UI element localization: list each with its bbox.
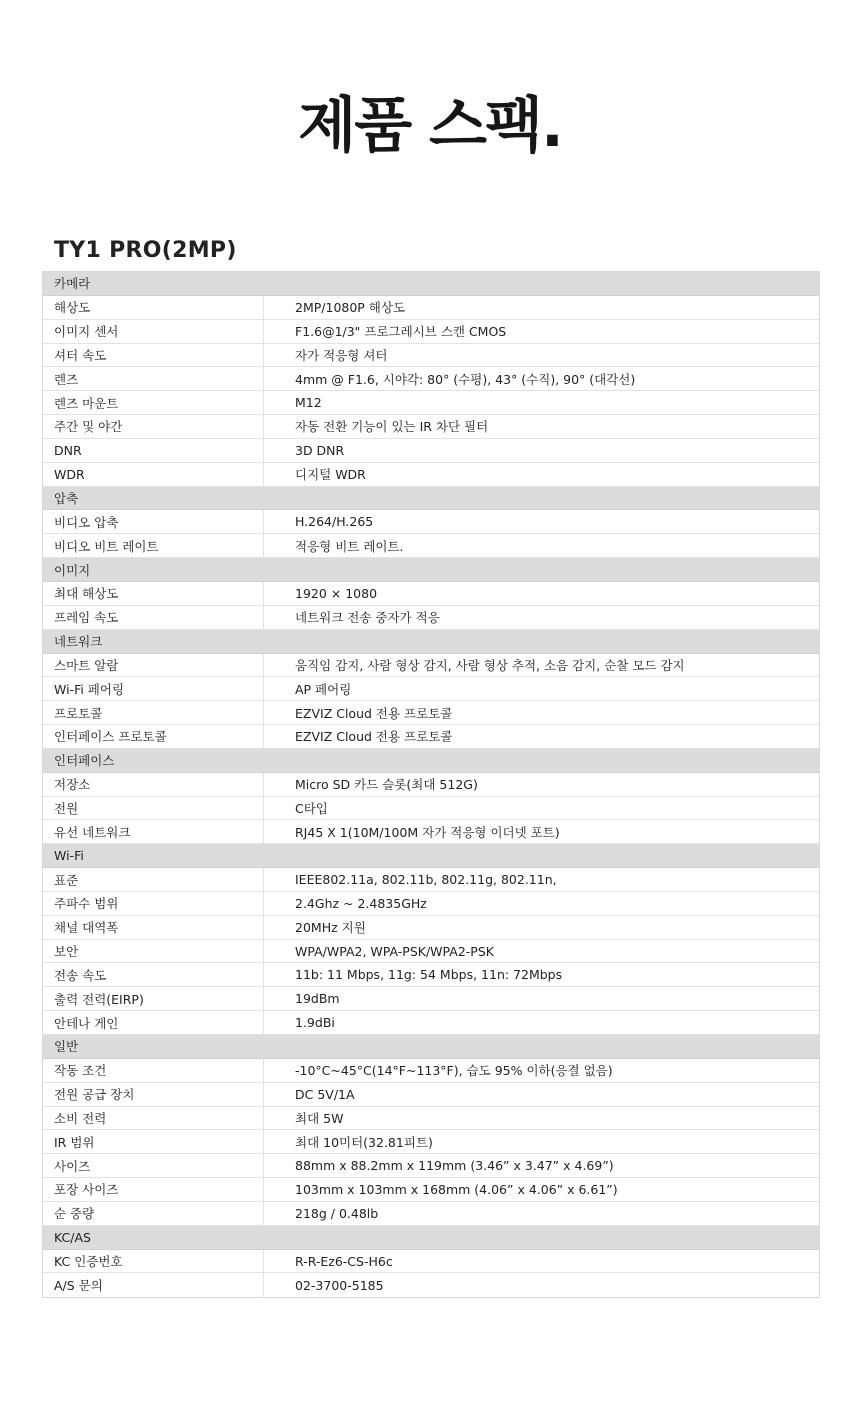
spec-table xyxy=(42,271,820,1298)
spec-label: 프레임 속도 xyxy=(43,606,264,629)
spec-value: H.264/H.265 xyxy=(295,514,374,530)
spec-value: 적응형 비트 레이트. xyxy=(295,538,404,554)
spec-value: 1.9dBi xyxy=(295,1015,335,1031)
spec-label: 주간 및 야간 xyxy=(43,415,264,438)
spec-row xyxy=(43,344,819,368)
spec-row xyxy=(43,1202,819,1226)
spec-row xyxy=(43,1083,819,1107)
section-header xyxy=(43,844,819,868)
spec-value: C타입 xyxy=(295,800,328,816)
spec-label: 포장 사이즈 xyxy=(43,1178,264,1201)
spec-label: 인터페이스 프로토콜 xyxy=(43,725,264,748)
section-title: 압축 xyxy=(54,491,79,507)
spec-label: DNR xyxy=(43,439,264,462)
spec-value: -10°C~45°C(14°F~113°F), 습도 95% 이하(응결 없음) xyxy=(295,1063,613,1079)
spec-label: 소비 전력 xyxy=(43,1107,264,1130)
spec-row xyxy=(43,916,819,940)
spec-label: 유선 네트워크 xyxy=(43,820,264,843)
spec-value: 2.4Ghz ~ 2.4835GHz xyxy=(295,895,427,911)
spec-row xyxy=(43,534,819,558)
section-header xyxy=(43,487,819,511)
spec-label: 이미지 센서 xyxy=(43,320,264,343)
spec-value: 자가 적응형 셔터 xyxy=(295,347,388,363)
spec-label: 저장소 xyxy=(43,773,264,796)
spec-label: Wi-Fi 페어링 xyxy=(43,677,264,700)
spec-row xyxy=(43,1250,819,1274)
spec-label: 해상도 xyxy=(43,296,264,319)
spec-label: 순 중량 xyxy=(43,1202,264,1225)
spec-value: M12 xyxy=(295,395,322,411)
spec-label: 출력 전력(EIRP) xyxy=(43,987,264,1010)
spec-label: 전원 xyxy=(43,797,264,820)
spec-row xyxy=(43,582,819,606)
spec-value: 1920 × 1080 xyxy=(295,585,378,601)
spec-row xyxy=(43,868,819,892)
section-title: 인터페이스 xyxy=(54,753,115,769)
spec-row xyxy=(43,773,819,797)
section-header xyxy=(43,1226,819,1250)
spec-value: EZVIZ Cloud 전용 프로토콜 xyxy=(295,729,453,745)
spec-value: 88mm x 88.2mm x 119mm (3.46” x 3.47” x 4.69”) xyxy=(295,1158,614,1174)
spec-value: 20MHz 지원 xyxy=(295,920,366,936)
section-title: 이미지 xyxy=(54,562,91,578)
spec-value: WPA/WPA2, WPA-PSK/WPA2-PSK xyxy=(295,943,494,959)
spec-row xyxy=(43,892,819,916)
spec-label: 표준 xyxy=(43,868,264,891)
spec-row xyxy=(43,1130,819,1154)
spec-label: 전송 속도 xyxy=(43,963,264,986)
spec-row xyxy=(43,987,819,1011)
spec-value: 19dBm xyxy=(295,991,340,1007)
spec-value: R-R-Ez6-CS-H6c xyxy=(295,1253,393,1269)
spec-value: 103mm x 103mm x 168mm (4.06” x 4.06” x 6.61”) xyxy=(295,1181,618,1197)
spec-label: 최대 해상도 xyxy=(43,582,264,605)
page-title: 제품 스팩. xyxy=(298,91,562,161)
spec-row xyxy=(43,510,819,534)
spec-row xyxy=(43,391,819,415)
spec-label: A/S 문의 xyxy=(43,1273,264,1297)
section-title: KC/AS xyxy=(54,1229,91,1245)
spec-value: 최대 5W xyxy=(295,1110,344,1126)
spec-value: 3D DNR xyxy=(295,442,345,458)
spec-value: 움직임 감지, 사람 형상 감지, 사람 형상 추적, 소음 감지, 순찰 모드 감지 xyxy=(295,657,685,673)
section-header xyxy=(43,1035,819,1059)
spec-label: 사이즈 xyxy=(43,1154,264,1177)
spec-label: 렌즈 마운트 xyxy=(43,391,264,414)
spec-row xyxy=(43,701,819,725)
spec-label: 셔터 속도 xyxy=(43,344,264,367)
spec-value: 11b: 11 Mbps, 11g: 54 Mbps, 11n: 72Mbps xyxy=(295,967,563,983)
spec-row xyxy=(43,439,819,463)
section-title: 네트워크 xyxy=(54,634,103,650)
spec-value: 네트워크 전송 중자가 적응 xyxy=(295,610,440,626)
spec-value: EZVIZ Cloud 전용 프로토콜 xyxy=(295,705,453,721)
spec-row xyxy=(43,797,819,821)
spec-value: 4mm @ F1.6, 시야각: 80° (수평), 43° (수직), 90° (대각선) xyxy=(295,371,636,387)
spec-label: 비디오 압축 xyxy=(43,510,264,533)
spec-row xyxy=(43,320,819,344)
spec-value: Micro SD 카드 슬롯(최대 512G) xyxy=(295,777,478,793)
spec-row xyxy=(43,415,819,439)
section-title: 카메라 xyxy=(54,276,91,292)
spec-row xyxy=(43,940,819,964)
spec-label: 보안 xyxy=(43,940,264,963)
spec-row xyxy=(43,677,819,701)
spec-row xyxy=(43,1107,819,1131)
spec-row xyxy=(43,606,819,630)
spec-row xyxy=(43,463,819,487)
spec-row xyxy=(43,1178,819,1202)
spec-row xyxy=(43,820,819,844)
spec-row xyxy=(43,654,819,678)
spec-row xyxy=(43,1059,819,1083)
spec-label: 프로토콜 xyxy=(43,701,264,724)
spec-row xyxy=(43,1154,819,1178)
spec-label: 안테나 게인 xyxy=(43,1011,264,1034)
spec-label: 비디오 비트 레이트 xyxy=(43,534,264,557)
spec-value: 2MP/1080P 해상도 xyxy=(295,300,406,316)
spec-label: WDR xyxy=(43,463,264,486)
spec-label: IR 범위 xyxy=(43,1130,264,1153)
spec-label: 렌즈 xyxy=(43,367,264,390)
section-header xyxy=(43,749,819,773)
section-title: 일반 xyxy=(54,1039,79,1055)
spec-row xyxy=(43,725,819,749)
spec-label: 스마트 알람 xyxy=(43,654,264,677)
spec-label: 작동 조건 xyxy=(43,1059,264,1082)
spec-value: 디지털 WDR xyxy=(295,467,366,483)
spec-value: RJ45 X 1(10M/100M 자가 적응형 이더넷 포트) xyxy=(295,824,560,840)
spec-row xyxy=(43,963,819,987)
section-header xyxy=(43,272,819,296)
spec-value: IEEE802.11a, 802.11b, 802.11g, 802.11n, xyxy=(295,872,557,888)
spec-row xyxy=(43,1273,819,1297)
spec-value: AP 페어링 xyxy=(295,681,352,697)
spec-row xyxy=(43,1011,819,1035)
spec-row xyxy=(43,296,819,320)
spec-value: F1.6@1/3" 프로그레시브 스캔 CMOS xyxy=(295,324,507,340)
spec-value: 218g / 0.48lb xyxy=(295,1205,379,1221)
spec-value: 자동 전환 기능이 있는 IR 차단 필터 xyxy=(295,419,489,435)
section-title: Wi-Fi xyxy=(54,848,84,864)
section-header xyxy=(43,630,819,654)
spec-label: 전원 공급 장치 xyxy=(43,1083,264,1106)
model-name: TY1 PRO(2MP) xyxy=(54,238,237,263)
spec-label: 채널 대역폭 xyxy=(43,916,264,939)
spec-value: DC 5V/1A xyxy=(295,1086,355,1102)
spec-label: KC 인증번호 xyxy=(43,1250,264,1273)
spec-value: 02-3700-5185 xyxy=(295,1277,384,1293)
spec-value: 최대 10미터(32.81피트) xyxy=(295,1134,433,1150)
spec-row xyxy=(43,367,819,391)
spec-label: 주파수 범위 xyxy=(43,892,264,915)
section-header xyxy=(43,558,819,582)
